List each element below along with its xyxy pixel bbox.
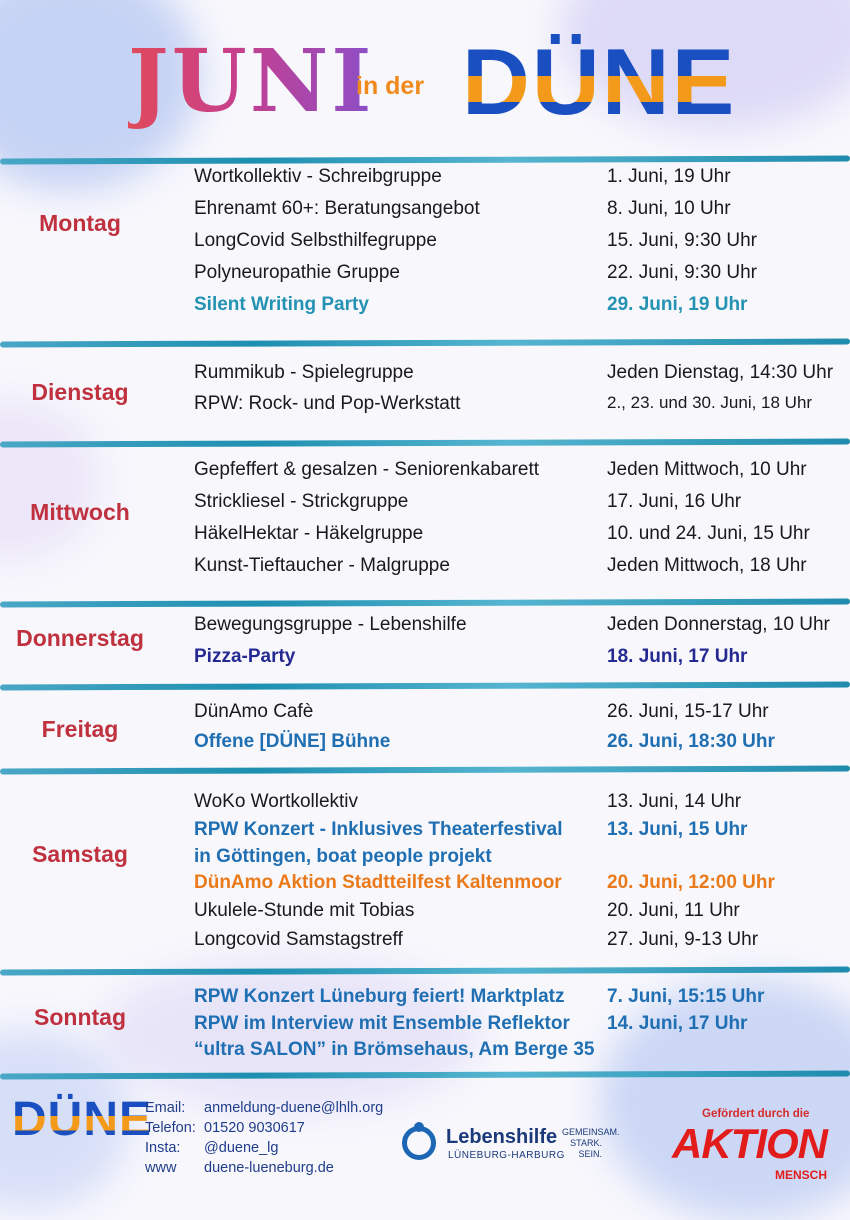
phone-link[interactable]: 01520 9030617 [204, 1120, 305, 1136]
event-name: Ukulele-Stunde mit Tobias [194, 900, 415, 921]
sponsor-caption: Gefördert durch die [702, 1108, 810, 1120]
contact-label: Email: [145, 1100, 186, 1116]
list-item [0, 872, 850, 902]
event-date: 2., 23. und 30. Juni, 18 Uhr [607, 393, 813, 412]
event-date: 27. Juni, 9-13 Uhr [607, 929, 759, 950]
event-date: Jeden Mittwoch, 18 Uhr [607, 555, 807, 576]
list-item [0, 294, 850, 324]
list-item [0, 393, 850, 423]
event-name: LongCovid Selbsthilfegruppe [194, 230, 437, 251]
event-name: Bewegungsgruppe - Lebenshilfe [194, 614, 467, 635]
event-name: Polyneuropathie Gruppe [194, 262, 400, 283]
event-name: in Göttingen, boat people projekt [194, 846, 492, 867]
contact-label: www [145, 1160, 177, 1176]
website-link[interactable]: duene-lueneburg.de [204, 1160, 334, 1176]
list-item [0, 614, 850, 644]
event-date: 26. Juni, 15-17 Uhr [607, 701, 769, 722]
contact-label: Telefon: [145, 1120, 196, 1136]
list-item [0, 555, 850, 585]
event-date: 10. und 24. Juni, 15 Uhr [607, 523, 810, 544]
event-name: Longcovid Samstagstreff [194, 929, 403, 950]
event-name: Pizza-Party [194, 646, 296, 667]
lebenshilfe-tagline: GEMEINSAM. STARK. SEIN. [562, 1127, 620, 1159]
event-date: 20. Juni, 12:00 Uhr [607, 872, 775, 893]
event-name: Wortkollektiv - Schreibgruppe [194, 166, 442, 187]
list-item [0, 819, 850, 849]
lebenshilfe-sub: LÜNEBURG-HARBURG [448, 1150, 565, 1161]
event-name: Gepfeffert & gesalzen - Seniorenkabarett [194, 459, 540, 480]
day-label: Samstag [32, 841, 128, 867]
instagram-link[interactable]: @duene_lg [204, 1140, 279, 1156]
aktion-mensch-logo: AKTION [672, 1120, 827, 1167]
event-name: RPW Konzert Lüneburg feiert! Marktplatz [194, 986, 565, 1007]
event-name: Strickliesel - Strickgruppe [194, 491, 409, 512]
list-item [0, 166, 850, 196]
contact-phone [145, 1120, 383, 1140]
list-item [0, 791, 850, 821]
title-connector: in der [356, 72, 425, 100]
lebenshilfe-logo [402, 1122, 642, 1172]
event-name: DünAmo Cafè [194, 701, 314, 722]
list-item [0, 523, 850, 553]
event-name: RPW Konzert - Inklusives Theaterfestival [194, 819, 563, 840]
event-date: 1. Juni, 19 Uhr [607, 166, 731, 187]
aktion-mensch-sub: MENSCH [775, 1168, 828, 1182]
event-date: 17. Juni, 16 Uhr [607, 491, 742, 512]
event-date: 14. Juni, 17 Uhr [607, 1013, 748, 1034]
event-date: 13. Juni, 15 Uhr [607, 819, 748, 840]
duene-logo-small: DÜNE [12, 1093, 153, 1146]
lebenshilfe-name: Lebenshilfe [446, 1126, 558, 1148]
event-name: “ultra SALON” in Brömsehaus, Am Berge 35 [194, 1039, 595, 1060]
event-name: DünAmo Aktion Stadtteilfest Kaltenmoor [194, 872, 562, 893]
event-name: Silent Writing Party [194, 294, 369, 315]
list-item [0, 900, 850, 930]
day-label: Sonntag [34, 1004, 126, 1030]
list-item [0, 701, 850, 731]
event-date: 20. Juni, 11 Uhr [607, 900, 740, 921]
list-item [0, 929, 850, 959]
event-date: 7. Juni, 15:15 Uhr [607, 986, 765, 1007]
contact-email [145, 1100, 383, 1120]
event-name: HäkelHektar - Häkelgruppe [194, 523, 424, 544]
list-item [0, 198, 850, 228]
event-name: Ehrenamt 60+: Beratungsangebot [194, 198, 480, 219]
list-item [0, 731, 850, 761]
event-name: RPW: Rock- und Pop-Werkstatt [194, 393, 461, 414]
list-item [0, 262, 850, 292]
contact-web [145, 1160, 383, 1180]
list-item [0, 646, 850, 676]
contact-insta [145, 1140, 383, 1160]
event-date: Jeden Mittwoch, 10 Uhr [607, 459, 807, 480]
event-date: 8. Juni, 10 Uhr [607, 198, 731, 219]
day-label: Donnerstag [16, 625, 144, 651]
list-item [0, 986, 850, 1016]
day-label: Montag [39, 210, 121, 236]
event-name: Kunst-Tieftaucher - Malgruppe [194, 555, 450, 576]
email-link[interactable]: anmeldung-duene@lhlh.org [204, 1100, 384, 1116]
contact-block [145, 1100, 383, 1180]
event-name: Offene [DÜNE] Bühne [194, 731, 391, 752]
event-date: Jeden Dienstag, 14:30 Uhr [607, 362, 834, 383]
event-date: 15. Juni, 9:30 Uhr [607, 230, 757, 251]
event-date: 29. Juni, 19 Uhr [607, 294, 748, 315]
footer [0, 1080, 850, 1202]
event-date: 13. Juni, 14 Uhr [607, 791, 742, 812]
header [0, 0, 850, 150]
lebenshilfe-dot-icon [414, 1122, 424, 1132]
event-date: Jeden Donnerstag, 10 Uhr [607, 614, 830, 635]
list-item [0, 459, 850, 489]
event-date: 18. Juni, 17 Uhr [607, 646, 748, 667]
contact-label: Insta: [145, 1140, 181, 1156]
page-title: JUNI [128, 31, 375, 132]
list-item [0, 230, 850, 260]
event-name: WoKo Wortkollektiv [194, 791, 359, 812]
duene-logo: DÜNE [462, 29, 737, 134]
day-label: Mittwoch [30, 499, 130, 525]
event-date: 22. Juni, 9:30 Uhr [607, 262, 757, 283]
event-name: RPW im Interview mit Ensemble Reflektor [194, 1013, 570, 1034]
list-item [0, 362, 850, 392]
list-item [0, 491, 850, 521]
event-date: 26. Juni, 18:30 Uhr [607, 731, 775, 752]
list-item [0, 1039, 850, 1069]
event-name: Rummikub - Spielegruppe [194, 362, 414, 383]
day-label: Dienstag [31, 379, 129, 405]
day-label: Freitag [41, 716, 119, 742]
